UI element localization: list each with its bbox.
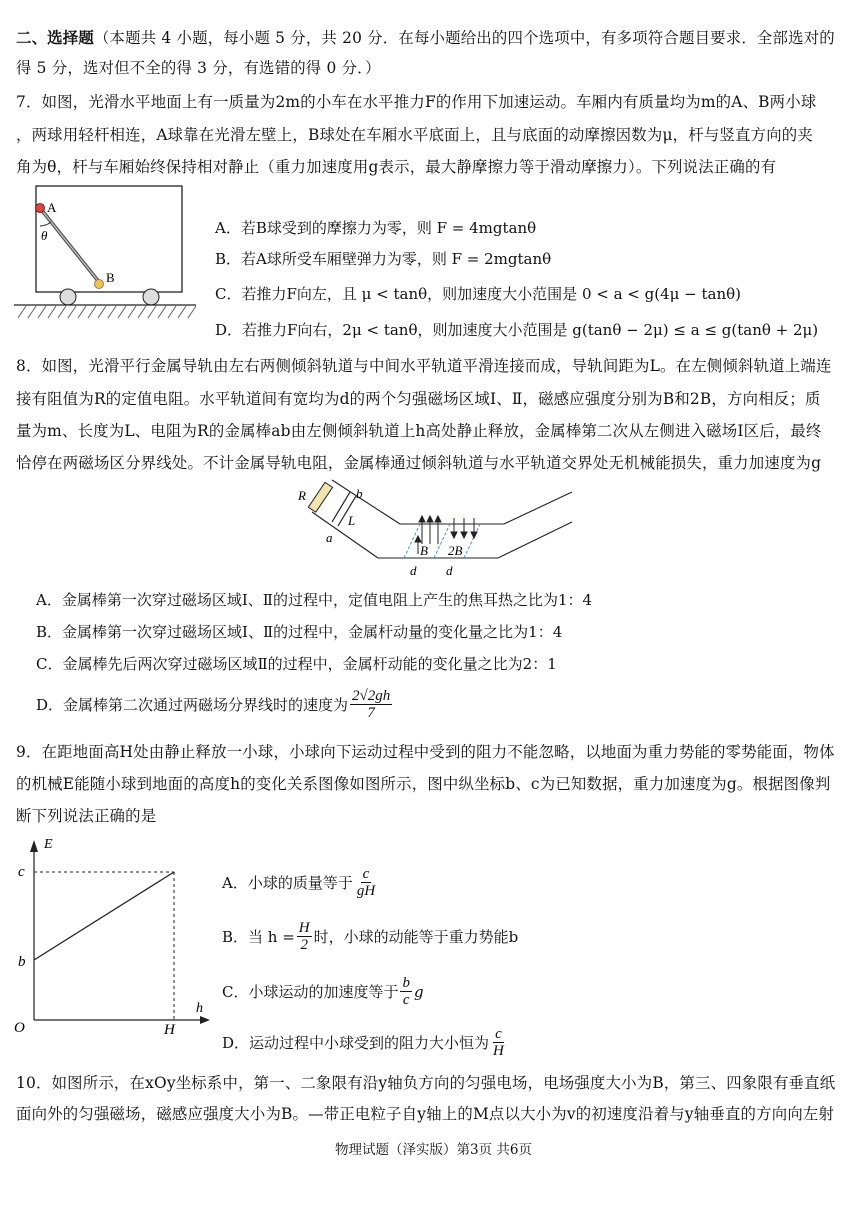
left-rail-top [332,480,400,524]
q9-option-c-pre: C．小球运动的加速度等于 [222,982,399,1001]
field-arrows-up [415,516,441,554]
q8-option-c: C．金属棒先后两次穿过磁场区域Ⅱ的过程中，金属杆动能的变化量之比为2：1 [36,655,557,673]
q9-stem-line3: 断下列说法正确的是 [16,807,157,825]
label-d2: d [446,563,453,578]
q8-d-denominator: 7 [367,705,375,721]
q7-option-a: A．若B球受到的摩擦力为零，则 F = 4mgtanθ [215,219,537,237]
label-h-capital: H [164,1022,175,1038]
q9-b-numerator: H [298,920,310,936]
q8-stem-line4: 恰停在两磁场区分界线处。不计金属导轨电阻，金属棒通过倾斜轨道与水平轨道交界处无机械能损失，重力加速度为g [16,454,822,472]
label-b: B [106,270,115,285]
label-h-axis: h [196,1001,203,1016]
q9-b-denominator: 2 [300,937,308,953]
q9-c-numerator: b [402,975,410,991]
cart-wheel-right [143,289,159,305]
ball-a [36,204,45,213]
q8-option-b: B．金属棒第一次穿过磁场区域Ⅰ、Ⅱ的过程中，金属杆动量的变化量之比为1：4 [36,623,563,641]
q9-a-numerator: c [362,866,370,882]
energy-line [34,872,174,960]
ground-hatching [18,306,196,318]
q9-option-c [222,975,424,1008]
q9-option-b-pre: B．当 h = [222,927,295,946]
section-header [16,28,835,48]
label-e: E [44,837,53,852]
q8-rail-figure [292,478,582,580]
q7-cart-figure [14,182,199,322]
theta-arc [40,222,51,226]
cart-wheel-left [60,289,76,305]
q8-stem-line1: 8．如图，光滑平行金属导轨由左右两侧倾斜轨道与中间水平轨道平滑连接而成，导轨间距为L。在左侧倾斜轨道上端连 [16,357,832,375]
label-field-b: B [420,543,428,558]
q9-option-b-post: 时，小球的动能等于重力势能b [313,927,519,946]
q9-stem-line2: 的机械E能随小球到地面的高度h的变化关系图像如图所示，图中纵坐标b、c为已知数据，重力加速度为g。根据图像判 [16,775,831,793]
ball-b [95,280,104,289]
q9-d-numerator: c [495,1026,502,1042]
q9-d-denominator: H [493,1043,504,1059]
q8-option-a: A．金属棒第一次穿过磁场区域Ⅰ、Ⅱ的过程中，定值电阻上产生的焦耳热之比为1：4 [36,591,593,609]
resistor-r [308,482,332,512]
q8-d-numerator: 2√2gh [352,688,391,704]
q8-stem-line2: 接有阻值为R的定值电阻。水平轨道间有宽均为d的两个匀强磁场区域Ⅰ、Ⅱ，磁感应强度分别为B和2B，方向相反；质 [16,390,821,408]
q9-option-d-fraction [491,1026,506,1059]
left-rail-bottom [312,512,378,558]
page-footer: 物理试题（泽实版）第3页 共6页 [335,1142,532,1158]
section-desc-line1: （本题共 4 小题，每小题 5 分，共 20 分．在每小题给出的四个选项中，有多项符合题目要求．全部选对的 [93,29,835,47]
q9-option-d [222,1026,508,1059]
label-r: R [298,488,306,503]
q9-option-b-fraction [297,920,312,953]
field-arrows-down [451,518,477,538]
label-b: b [18,954,26,970]
q9-option-a [222,866,379,899]
q7-stem-line3: 角为θ，杆与车厢始终保持相对静止（重力加速度用g表示，最大静摩擦力等于滑动摩擦力）。下列说法正确的有 [16,158,777,176]
label-o: O [14,1020,25,1036]
section-title: 二、选择题 [16,29,94,47]
label-theta: θ [41,228,48,243]
label-c: c [18,864,25,880]
q9-option-c-post: g [413,982,424,1001]
q7-option-d: D．若推力F向右，2μ < tanθ，则加速度大小范围是 g(tanθ − 2μ) ≤ a ≤ g(tanθ + 2μ) [215,321,819,339]
q9-option-a-text: A．小球的质量等于 [222,873,353,892]
right-rail-top [504,492,572,524]
q7-option-c: C．若推力F向左，且 μ < tanθ，则加速度大小范围是 0 < a < g(4μ − tanθ) [215,285,741,303]
label-a: A [47,200,57,215]
q9-option-d-text: D．运动过程中小球受到的阻力大小恒为 [222,1033,490,1052]
q10-stem-line1: 10．如图所示，在xOy坐标系中，第一、二象限有沿y轴负方向的匀强电场，电场强度大小为B，第三、四象限有垂直纸 [16,1074,836,1092]
q9-option-b [222,920,518,953]
q7-option-b: B．若A球所受车厢壁弹力为零，则 F = 2mgtanθ [215,250,552,268]
label-d1: d [410,563,417,578]
label-b: b [356,486,363,501]
q9-a-denominator: gH [356,883,376,899]
q8-stem-line3: 量为m、长度为L、电阻为R的金属棒ab由左侧倾斜轨道上h高处静止释放，金属棒第二次从左侧进入磁场Ⅰ区后，最终 [16,422,822,440]
q9-option-c-fraction [400,975,412,1008]
q8-option-d [36,688,394,721]
label-a: a [326,530,333,545]
right-rail-bottom [498,522,572,558]
q10-stem-line2: 面向外的匀强磁场，磁感应强度大小为B。—带正电粒子自y轴上的M点以大小为v的初速度沿着与y轴垂直的方向向左射 [16,1105,835,1123]
q9-c-denominator: c [402,992,410,1008]
section-desc-line2: 得 5 分，选对但不全的得 3 分，有选错的得 0 分．） [16,59,381,77]
q7-stem-line1: 7．如图，光滑水平地面上有一质量为2m的小车在水平推力F的作用下加速运动。车厢内有质量均为m的A、B两小球 [16,93,817,111]
q7-stem-line2: ，两球用轻杆相连，A球靠在光滑左壁上，B球处在车厢水平底面上，且与底面的动摩擦因数为μ，杆与竖直方向的夹 [16,126,813,144]
q8-option-d-fraction [350,688,392,721]
q9-energy-graph [12,834,212,1040]
q8-option-d-text: D．金属棒第二次通过两磁场分界线时的速度为 [36,695,349,714]
q9-option-a-fraction [355,866,377,899]
label-field-2b: 2B [448,543,463,558]
label-l: L [348,513,356,528]
q9-stem-line1: 9．在距地面高H处由静止释放一小球，小球向下运动过程中受到的阻力不能忽略，以地面为重力势能的零势能面，物体 [16,743,835,761]
field-boundary-3 [464,524,480,558]
